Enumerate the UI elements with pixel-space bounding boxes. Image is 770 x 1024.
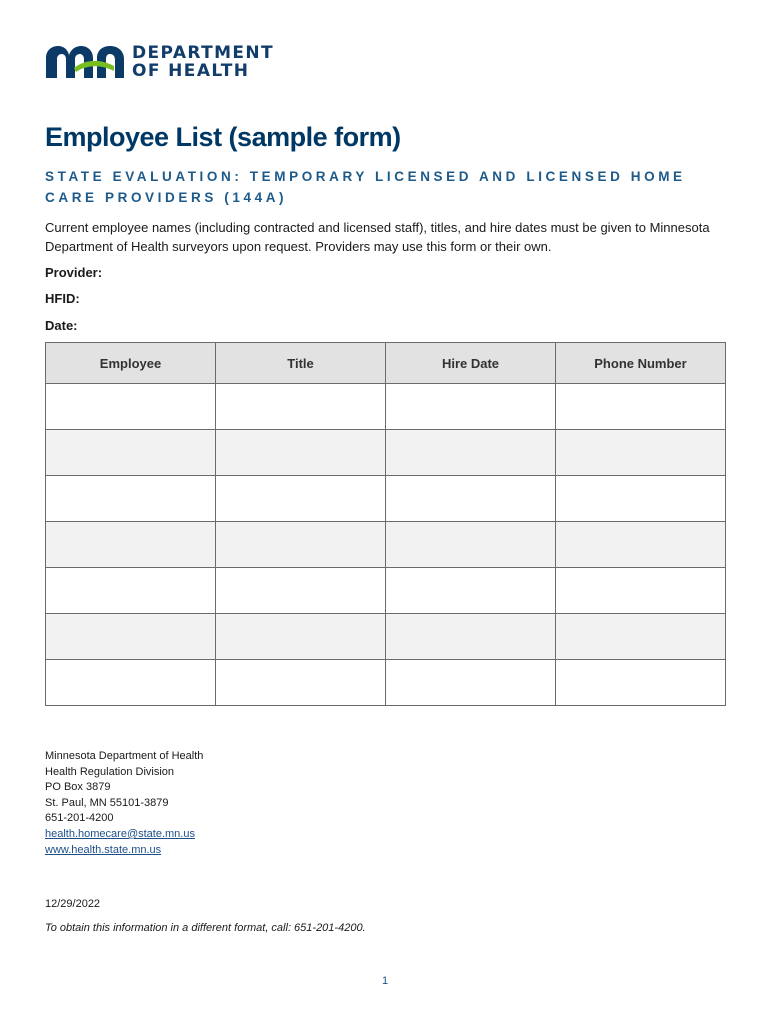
employee-cell[interactable] <box>46 476 216 522</box>
department-name <box>132 44 274 80</box>
phone-number-cell[interactable] <box>556 476 726 522</box>
table-row <box>46 476 726 522</box>
employee-cell[interactable] <box>46 660 216 706</box>
page-subtitle: STATE EVALUATION: TEMPORARY LICENSED AND LICENSED HOME CARE PROVIDERS (144A) <box>45 169 686 205</box>
address-line-3: PO Box 3879 <box>45 781 111 794</box>
hire-date-cell[interactable] <box>386 522 556 568</box>
address-line-2: Health Regulation Division <box>45 765 175 778</box>
column-header-title: Title <box>216 343 386 384</box>
table-header-row <box>46 343 726 384</box>
title-cell[interactable] <box>216 614 386 660</box>
employee-table <box>45 342 726 706</box>
phone-number-cell[interactable] <box>556 660 726 706</box>
hire-date-cell[interactable] <box>386 614 556 660</box>
hire-date-cell[interactable] <box>386 660 556 706</box>
hire-date-cell[interactable] <box>386 430 556 476</box>
phone-number-cell[interactable] <box>556 384 726 430</box>
table-row <box>46 568 726 614</box>
date-field-label: Date: <box>45 318 78 333</box>
hire-date-cell[interactable] <box>386 476 556 522</box>
phone-number-cell[interactable] <box>556 614 726 660</box>
hfid-field-label: HFID: <box>45 291 80 306</box>
contact-phone: 651-201-4200 <box>45 812 114 825</box>
email-link[interactable]: health.homecare@state.mn.us <box>45 827 195 840</box>
hire-date-cell[interactable] <box>386 568 556 614</box>
provider-field-label: Provider: <box>45 265 103 280</box>
employee-cell[interactable] <box>46 614 216 660</box>
table-row <box>46 430 726 476</box>
address-line-4: St. Paul, MN 55101-3879 <box>45 796 169 809</box>
column-header-employee: Employee <box>46 343 216 384</box>
title-cell[interactable] <box>216 476 386 522</box>
website-link[interactable]: www.health.state.mn.us <box>45 843 162 856</box>
employee-cell[interactable] <box>46 384 216 430</box>
revision-date: 12/29/2022 <box>45 898 101 910</box>
logo-line-1: DEPARTMENT <box>132 43 275 63</box>
title-cell[interactable] <box>216 660 386 706</box>
intro-paragraph: Current employee names (including contracted and licensed staff), titles, and hire dates must be given to Minnesota Department of Health surveyors upon request. Providers may use this form or their own. <box>45 220 710 254</box>
table-row <box>46 614 726 660</box>
phone-number-cell[interactable] <box>556 522 726 568</box>
mn-logo-icon <box>44 44 128 80</box>
column-header-phone-number: Phone Number <box>556 343 726 384</box>
title-cell[interactable] <box>216 568 386 614</box>
alternate-format-note: To obtain this information in a different format, call: 651-201-4200. <box>45 922 366 934</box>
column-header-hire-date: Hire Date <box>386 343 556 384</box>
hire-date-cell[interactable] <box>386 384 556 430</box>
employee-cell[interactable] <box>46 522 216 568</box>
table-row <box>46 384 726 430</box>
page-number: 1 <box>381 975 389 987</box>
table-row <box>46 660 726 706</box>
address-line-1: Minnesota Department of Health <box>45 750 204 762</box>
title-cell[interactable] <box>216 430 386 476</box>
phone-number-cell[interactable] <box>556 430 726 476</box>
table-row <box>46 522 726 568</box>
employee-cell[interactable] <box>46 568 216 614</box>
employee-cell[interactable] <box>46 430 216 476</box>
logo-line-2: OF HEALTH <box>132 61 250 81</box>
contact-address <box>45 749 203 858</box>
title-cell[interactable] <box>216 522 386 568</box>
title-cell[interactable] <box>216 384 386 430</box>
page-title: Employee List (sample form) <box>45 122 401 152</box>
phone-number-cell[interactable] <box>556 568 726 614</box>
